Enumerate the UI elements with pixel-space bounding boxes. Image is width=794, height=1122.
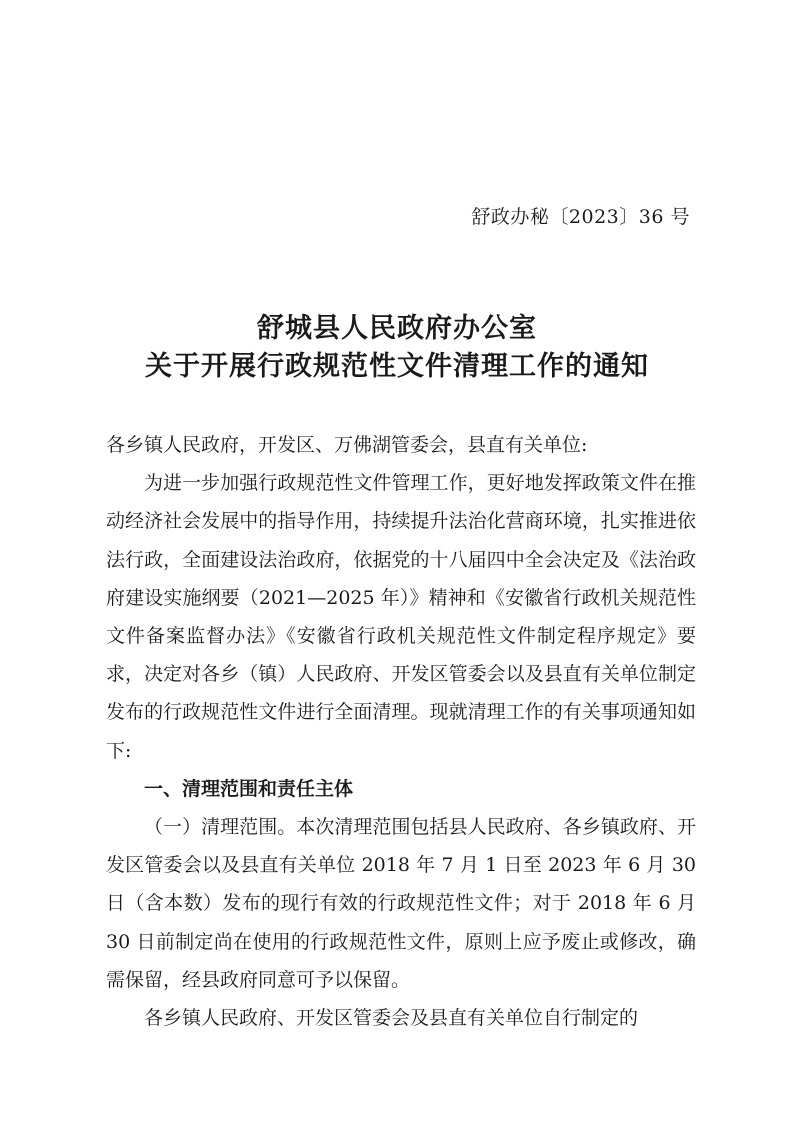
title-line-1: 舒城县人民政府办公室 [257,313,537,344]
section-1-heading: 一、清理范围和责任主体 [144,777,354,800]
title-line-2: 关于开展行政规范性文件清理工作的通知 [145,351,649,382]
document-number: 舒政办秘〔2023〕36 号 [471,206,690,228]
intro-paragraph: 为进一步加强行政规范性文件管理工作，更好地发挥政策文件在推动经济社会发展中的指导作用，持续提升法治化营商环境，扎实推进依法行政，全面建设法治政府，依据党的十八届四中全会决定及《法治政府建设实施纲要（2021—2025 年）》精神和《安徽省行政机关规范性文件备案监督办法》《安徽省行政机关规范性文件制定程序规定》要求，决定对各乡（镇）人民政府、开发区管委会以及县直有关单位制定发布的行政规范性文件进行全面清理。现就清理工作的有关事项通知如下: [106,472,696,762]
section-1-continuation-paragraph: 各乡镇人民政府、开发区管委会及县直有关单位自行制定的 [144,1007,639,1030]
document-body [106,426,696,1037]
section-1-scope-paragraph: （一）清理范围。本次清理范围包括县人民政府、各乡镇政府、开发区管委会以及县直有关单位 2018 年 7 月 1 日至 2023 年 6 月 30 日（含本数）发布的现行有效的行政规范性文件；对于 2018 年 6 月 30 日前制定尚在使用的行政规范性文件，原则上应予废止或修改，确需保留，经县政府同意可予以保留。 [106,816,696,991]
document-title [0,310,794,386]
salutation: 各乡镇人民政府，开发区、万佛湖管委会，县直有关单位: [106,434,588,456]
